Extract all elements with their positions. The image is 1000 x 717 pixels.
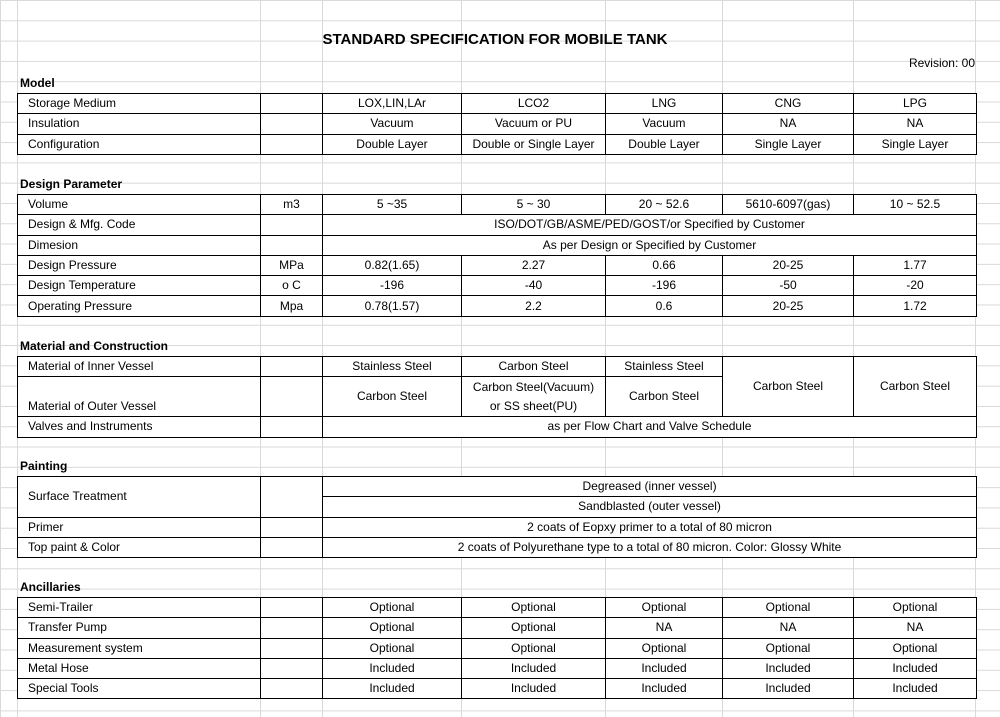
value-cell: -20 [854,276,977,296]
value-cell: Carbon Steel [323,377,462,417]
section-heading-design: Design Parameter [20,177,123,191]
value-cell: Sandblasted (outer vessel) [323,497,977,517]
unit-cell [261,357,323,377]
value-cell: LNG [606,94,723,114]
row-label: Primer [18,517,261,537]
value-cell: NA [854,618,977,638]
value-line: or SS sheet(PU) [489,398,578,413]
value-cell: -50 [723,276,854,296]
row-label: Special Tools [18,679,261,699]
value-cell: Carbon Steel [606,377,723,417]
design-table [17,194,977,317]
value-cell: Included [462,679,606,699]
ancillaries-table [17,597,977,699]
table-row [18,477,977,497]
value-cell: As per Design or Specified by Customer [323,235,977,255]
value-cell: 1.77 [854,255,977,275]
unit-cell [261,638,323,658]
table-row [18,517,977,537]
value-cell: NA [854,114,977,134]
material-table [17,356,977,438]
value-cell: 5 ~35 [323,195,462,215]
value-cell: ISO/DOT/GB/ASME/PED/GOST/or Specified by Customer [323,215,977,235]
table-row [18,215,977,235]
value-cell: Included [854,658,977,678]
table-row [18,638,977,658]
table-row [18,598,977,618]
value-cell: 5610-6097(gas) [723,195,854,215]
value-cell: 0.66 [606,255,723,275]
value-cell: Stainless Steel [323,357,462,377]
value-cell: Optional [606,598,723,618]
value-cell: 0.82(1.65) [323,255,462,275]
table-row [18,417,977,437]
value-cell: Optional [462,598,606,618]
value-cell: Optional [323,638,462,658]
row-label: Material of Outer Vessel [18,377,261,417]
unit-cell [261,94,323,114]
table-row [18,618,977,638]
row-label: Measurement system [18,638,261,658]
painting-table [17,476,977,558]
value-cell: Optional [462,618,606,638]
value-cell: Optional [323,598,462,618]
table-row [18,276,977,296]
value-cell: 20-25 [723,296,854,316]
value-cell: Optional [723,598,854,618]
page-title: STANDARD SPECIFICATION FOR MOBILE TANK [322,31,668,48]
table-row [18,296,977,316]
table-row [18,537,977,557]
value-cell: Optional [854,598,977,618]
table-row [18,195,977,215]
value-line: Carbon Steel(Vacuum) [472,379,595,394]
row-label: Surface Treatment [18,477,261,518]
section-heading-ancillaries: Ancillaries [20,580,81,594]
row-label: Operating Pressure [18,296,261,316]
value-cell: 2.2 [462,296,606,316]
row-label: Insulation [18,114,261,134]
unit-cell [261,598,323,618]
value-cell: Included [323,658,462,678]
table-row [18,235,977,255]
table-row [18,658,977,678]
value-cell: Double Layer [323,134,462,154]
value-cell: Included [323,679,462,699]
value-cell: Single Layer [723,134,854,154]
unit-cell [261,537,323,557]
value-cell: 20 ~ 52.6 [606,195,723,215]
unit-cell [261,517,323,537]
row-label: Configuration [18,134,261,154]
unit-cell [261,618,323,638]
value-cell: Included [462,658,606,678]
model-table [17,93,977,155]
value-cell: Carbon Steel [723,357,854,417]
unit-cell: Mpa [261,296,323,316]
value-cell: Vacuum [323,114,462,134]
value-cell: 0.6 [606,296,723,316]
unit-cell [261,377,323,417]
table-row [18,255,977,275]
value-cell: Optional [462,638,606,658]
table-row [18,357,977,377]
table-row [18,94,977,114]
value-cell: 5 ~ 30 [462,195,606,215]
value-cell: NA [723,618,854,638]
row-label: Metal Hose [18,658,261,678]
value-cell: -196 [323,276,462,296]
value-cell: 10 ~ 52.5 [854,195,977,215]
value-cell: 1.72 [854,296,977,316]
unit-cell [261,235,323,255]
value-cell: LPG [854,94,977,114]
value-cell: as per Flow Chart and Valve Schedule [323,417,977,437]
value-cell: Included [854,679,977,699]
value-cell: 2 coats of Eopxy primer to a total of 80 micron [323,517,977,537]
value-cell: Vacuum [606,114,723,134]
value-cell: Carbon Steel [854,357,977,417]
value-cell: Optional [323,618,462,638]
value-cell: Single Layer [854,134,977,154]
value-cell: Vacuum or PU [462,114,606,134]
value-cell: Optional [606,638,723,658]
value-cell: 2 coats of Polyurethane type to a total of 80 micron. Color: Glossy White [323,537,977,557]
row-label: Storage Medium [18,94,261,114]
row-label: Design Temperature [18,276,261,296]
row-label: Volume [18,195,261,215]
unit-cell: MPa [261,255,323,275]
value-cell: NA [606,618,723,638]
section-heading-material: Material and Construction [20,339,169,353]
unit-cell [261,134,323,154]
value-cell: LCO2 [462,94,606,114]
value-cell: Double or Single Layer [462,134,606,154]
value-cell: Optional [723,638,854,658]
row-label: Material of Inner Vessel [18,357,261,377]
unit-cell [261,679,323,699]
value-cell: 2.27 [462,255,606,275]
row-label: Semi-Trailer [18,598,261,618]
unit-cell: o C [261,276,323,296]
table-row [18,134,977,154]
table-row [18,679,977,699]
value-cell: Degreased (inner vessel) [323,477,977,497]
value-cell: LOX,LIN,LAr [323,94,462,114]
value-cell: Double Layer [606,134,723,154]
value-cell: Carbon Steel [462,357,606,377]
value-cell: Included [606,658,723,678]
value-cell: 0.78(1.57) [323,296,462,316]
value-cell: Optional [854,638,977,658]
value-cell [462,377,606,417]
unit-cell [261,114,323,134]
unit-cell [261,417,323,437]
unit-cell [261,477,323,518]
value-cell: -196 [606,276,723,296]
value-cell: 20-25 [723,255,854,275]
table-row [18,114,977,134]
row-label: Transfer Pump [18,618,261,638]
row-label: Design & Mfg. Code [18,215,261,235]
section-heading-model: Model [20,76,55,90]
section-heading-painting: Painting [20,459,68,473]
value-cell: CNG [723,94,854,114]
row-label: Design Pressure [18,255,261,275]
value-cell: Included [606,679,723,699]
row-label: Top paint & Color [18,537,261,557]
revision-label: Revision: 00 [908,56,975,70]
value-cell: NA [723,114,854,134]
value-cell: Included [723,658,854,678]
value-cell: Stainless Steel [606,357,723,377]
value-cell: Included [723,679,854,699]
unit-cell [261,658,323,678]
row-label: Dimesion [18,235,261,255]
value-cell: -40 [462,276,606,296]
unit-cell: m3 [261,195,323,215]
row-label: Valves and Instruments [18,417,261,437]
unit-cell [261,215,323,235]
